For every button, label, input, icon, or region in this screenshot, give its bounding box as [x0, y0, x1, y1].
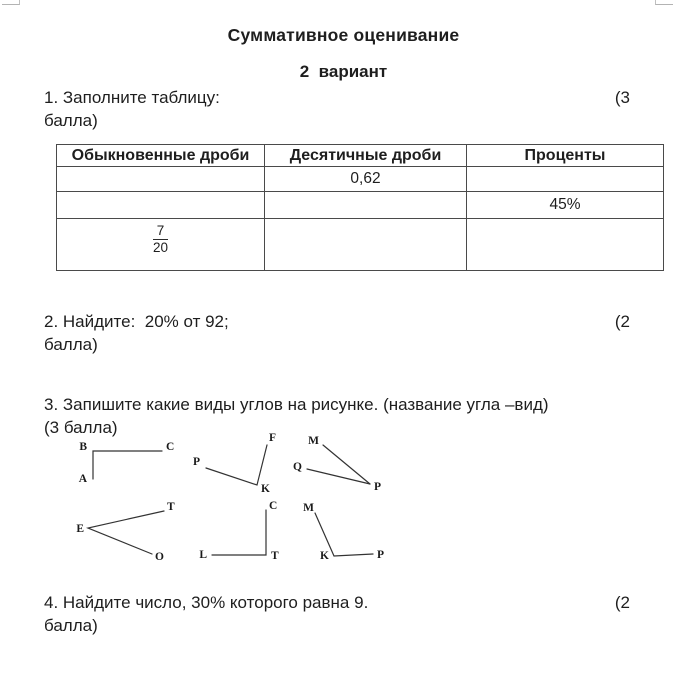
header-percents: Проценты [467, 145, 664, 167]
cell-decimal-value: 0,62 [265, 167, 467, 192]
cell-decimal-empty-3 [265, 219, 467, 271]
point-label: E [76, 523, 84, 535]
angle-diagram-mqp [293, 435, 381, 493]
question-1-points: (3 [614, 88, 630, 107]
question-4-text: 4. Найдите число, 30% которого равна 9. [44, 593, 369, 612]
angle-diagram-mkp [303, 502, 384, 562]
point-label: P [192, 456, 200, 468]
angles-figure [58, 432, 403, 572]
header-decimal-fractions: Десятичные дроби [265, 145, 467, 167]
table-row-fraction [57, 219, 664, 271]
question-2-points-carry: балла) [44, 335, 98, 354]
table-row-percent [57, 192, 664, 219]
question-1-text: 1. Заполните таблицу: [44, 88, 220, 107]
table-header-row [57, 145, 664, 167]
angle-rays [88, 511, 164, 554]
question-3-row [44, 394, 630, 416]
question-4-points: (2 [614, 593, 630, 612]
question-3-points-carry: (3 балла) [44, 418, 118, 437]
point-label: T [271, 550, 279, 562]
point-label: P [377, 549, 385, 561]
point-label: A [78, 473, 87, 485]
header-common-fractions: Обыкновенные дроби [57, 145, 265, 167]
point-label: P [374, 481, 382, 493]
angle-rays [206, 445, 267, 485]
point-label: C [166, 441, 175, 453]
point-label: L [199, 549, 207, 561]
point-label: F [269, 432, 277, 444]
cell-decimal-empty-2 [265, 192, 467, 219]
cell-percent-empty-3 [467, 219, 664, 271]
point-label: C [269, 500, 278, 512]
fraction-7-20 [153, 223, 168, 256]
question-1-points-carry: балла) [44, 111, 98, 130]
angle-diagram-right-angle-bca [79, 441, 175, 485]
question-4-row [44, 592, 630, 614]
cell-percent-empty-1 [467, 167, 664, 192]
point-label: Q [293, 461, 302, 473]
point-label: B [79, 441, 87, 453]
fractions-table-wrap [56, 144, 664, 271]
fractions-table [56, 144, 664, 271]
angle-diagram-pkf [193, 432, 276, 495]
point-label: M [308, 435, 319, 447]
question-4-points-carry: балла) [44, 616, 98, 635]
scan-corner-mark-right [655, 0, 673, 5]
question-2-row [44, 311, 630, 333]
cell-percent-value: 45% [467, 192, 664, 219]
point-label: K [320, 550, 329, 562]
cell-common-empty-2 [57, 192, 265, 219]
point-label: O [155, 551, 164, 563]
cell-common-fraction [57, 219, 265, 271]
question-2-text: 2. Найдите: 20% от 92; [44, 312, 229, 331]
question-1-row [44, 87, 630, 109]
table-row-decimal [57, 167, 664, 192]
question-2-points: (2 [614, 312, 630, 331]
angles-figure-svg [58, 432, 403, 572]
fraction-numerator: 7 [153, 223, 168, 240]
cell-common-empty-1 [57, 167, 265, 192]
variant-label: 2 вариант [299, 62, 388, 81]
scan-corner-mark-left [2, 0, 20, 5]
point-label: M [303, 502, 314, 514]
point-label: K [261, 483, 270, 495]
question-3-text: 3. Запишите какие виды углов на рисунке. (название угла –вид) [44, 395, 549, 414]
angle-diagram-eto [76, 501, 175, 563]
document-title: Суммативное оценивание [227, 25, 460, 45]
point-label: T [167, 501, 175, 513]
angle-diagram-right-angle-clt [199, 500, 279, 562]
angle-rays [93, 451, 162, 479]
fraction-denominator: 20 [152, 239, 169, 255]
angle-rays [212, 510, 266, 555]
